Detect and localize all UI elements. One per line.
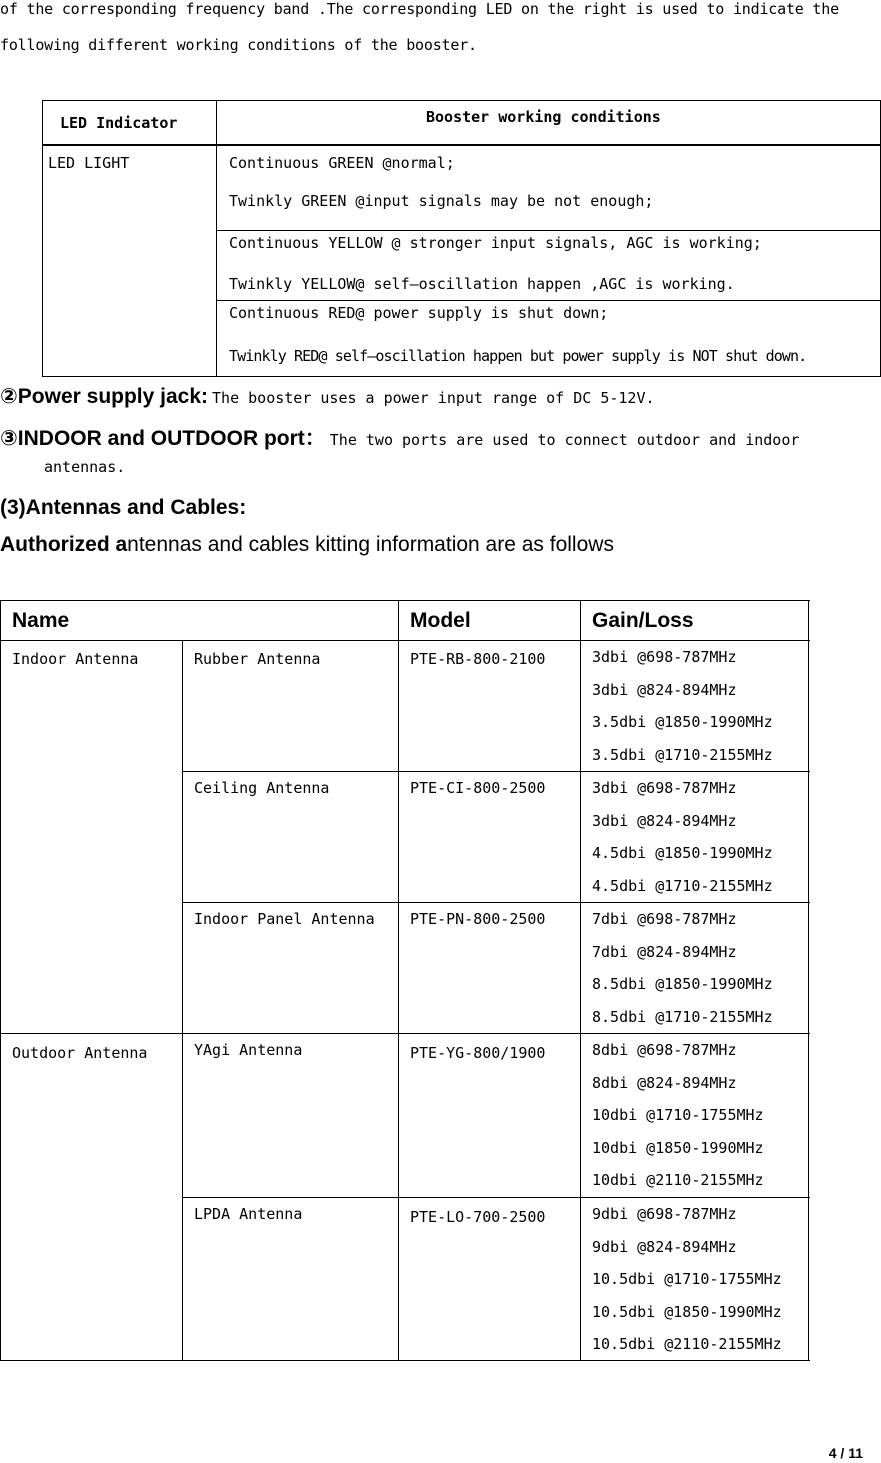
group-outdoor-antenna: Outdoor Antenna <box>12 1044 148 1062</box>
power-supply-text: The booster uses a power input range of DC 5-12V. <box>212 389 655 407</box>
port-text-continued: antennas. <box>44 458 126 476</box>
antenna-gains <box>592 779 773 909</box>
section-title: (3)Antennas and Cables: <box>0 496 247 519</box>
gain-value: 7dbi @824-894MHz <box>592 942 737 961</box>
condition-red-twinkly: Twinkly RED@ self–oscillation happen but power supply is NOT shut down. <box>229 347 807 365</box>
gain-value: 4.5dbi @1850-1990MHz <box>592 844 773 863</box>
antenna-model: PTE-CI-800-2500 <box>410 779 546 797</box>
gain-value: 3.5dbi @1850-1990MHz <box>592 713 773 732</box>
antenna-type: Indoor Panel Antenna <box>194 910 375 928</box>
gain-value: 4.5dbi @1710-2155MHz <box>592 876 773 895</box>
power-supply-label: ②Power supply jack: <box>0 385 209 408</box>
gain-value: 9dbi @698-787MHz <box>592 1205 737 1223</box>
condition-yellow-twinkly: Twinkly YELLOW@ self–oscillation happen ,AGC is working. <box>229 275 735 293</box>
gain-value: 3.5dbi @1710-2155MHz <box>592 745 773 764</box>
gain-value: 10dbi @2110-2155MHz <box>592 1171 764 1190</box>
port-label: ③INDOOR and OUTDOOR port： <box>0 427 326 450</box>
gain-value: 3dbi @824-894MHz <box>592 811 737 830</box>
antenna-model: PTE-LO-700-2500 <box>410 1208 546 1226</box>
antenna-model: PTE-RB-800-2100 <box>410 650 546 668</box>
group-indoor-antenna: Indoor Antenna <box>12 650 139 668</box>
antenna-gains <box>592 648 773 778</box>
page-number: 4 / 11 <box>828 1445 863 1461</box>
header-gain-loss: Gain/Loss <box>592 609 694 632</box>
gain-value: 3dbi @698-787MHz <box>592 648 737 666</box>
gain-value: 8dbi @698-787MHz <box>592 1041 737 1059</box>
intro-line-1: of the corresponding frequency band .The corresponding LED on the right is used to indicate the <box>0 0 839 18</box>
condition-green-twinkly: Twinkly GREEN @input signals may be not enough; <box>229 192 654 210</box>
condition-red-continuous: Continuous RED@ power supply is shut down; <box>229 304 609 322</box>
antenna-model: PTE-PN-800-2500 <box>410 910 546 928</box>
port-item <box>0 422 799 452</box>
gain-value: 8dbi @824-894MHz <box>592 1073 737 1092</box>
header-booster-conditions: Booster working conditions <box>426 108 661 126</box>
header-led-indicator: LED Indicator <box>60 114 178 132</box>
led-indicator-table <box>42 100 881 377</box>
port-text: The two ports are used to connect outdoor and indoor <box>329 431 800 449</box>
gain-value: 9dbi @824-894MHz <box>592 1237 737 1256</box>
antenna-type: Rubber Antenna <box>194 650 321 668</box>
antenna-model: PTE-YG-800/1900 <box>410 1044 546 1062</box>
section-subtitle <box>0 533 614 557</box>
power-supply-item <box>0 384 655 409</box>
antenna-gains <box>592 1205 782 1368</box>
gain-value: 10dbi @1850-1990MHz <box>592 1138 764 1157</box>
gain-value: 10.5dbi @1850-1990MHz <box>592 1302 782 1321</box>
gain-value: 10.5dbi @2110-2155MHz <box>592 1335 782 1354</box>
header-model: Model <box>410 609 471 632</box>
gain-value: 3dbi @698-787MHz <box>592 779 737 797</box>
section-subtitle-rest: ntennas and cables kitting information are as follows <box>127 533 614 556</box>
gain-value: 10dbi @1710-1755MHz <box>592 1106 764 1125</box>
section-subtitle-bold: Authorized a <box>0 533 128 556</box>
gain-value: 8.5dbi @1710-2155MHz <box>592 1007 773 1026</box>
gain-value: 8.5dbi @1850-1990MHz <box>592 975 773 994</box>
condition-green-continuous: Continuous GREEN @normal; <box>229 154 455 172</box>
antenna-gains <box>592 1041 764 1204</box>
gain-value: 7dbi @698-787MHz <box>592 910 737 928</box>
antenna-table <box>0 600 810 1361</box>
antenna-type: LPDA Antenna <box>194 1205 303 1223</box>
antenna-type: Ceiling Antenna <box>194 779 330 797</box>
gain-value: 3dbi @824-894MHz <box>592 680 737 699</box>
antenna-gains <box>592 910 773 1040</box>
led-light-label: LED LIGHT <box>48 154 130 172</box>
antenna-type: YAgi Antenna <box>194 1041 303 1059</box>
intro-line-2: following different working conditions of the booster. <box>0 36 477 54</box>
header-name: Name <box>12 609 70 632</box>
condition-yellow-continuous: Continuous YELLOW @ stronger input signals, AGC is working; <box>229 234 762 252</box>
gain-value: 10.5dbi @1710-1755MHz <box>592 1270 782 1289</box>
